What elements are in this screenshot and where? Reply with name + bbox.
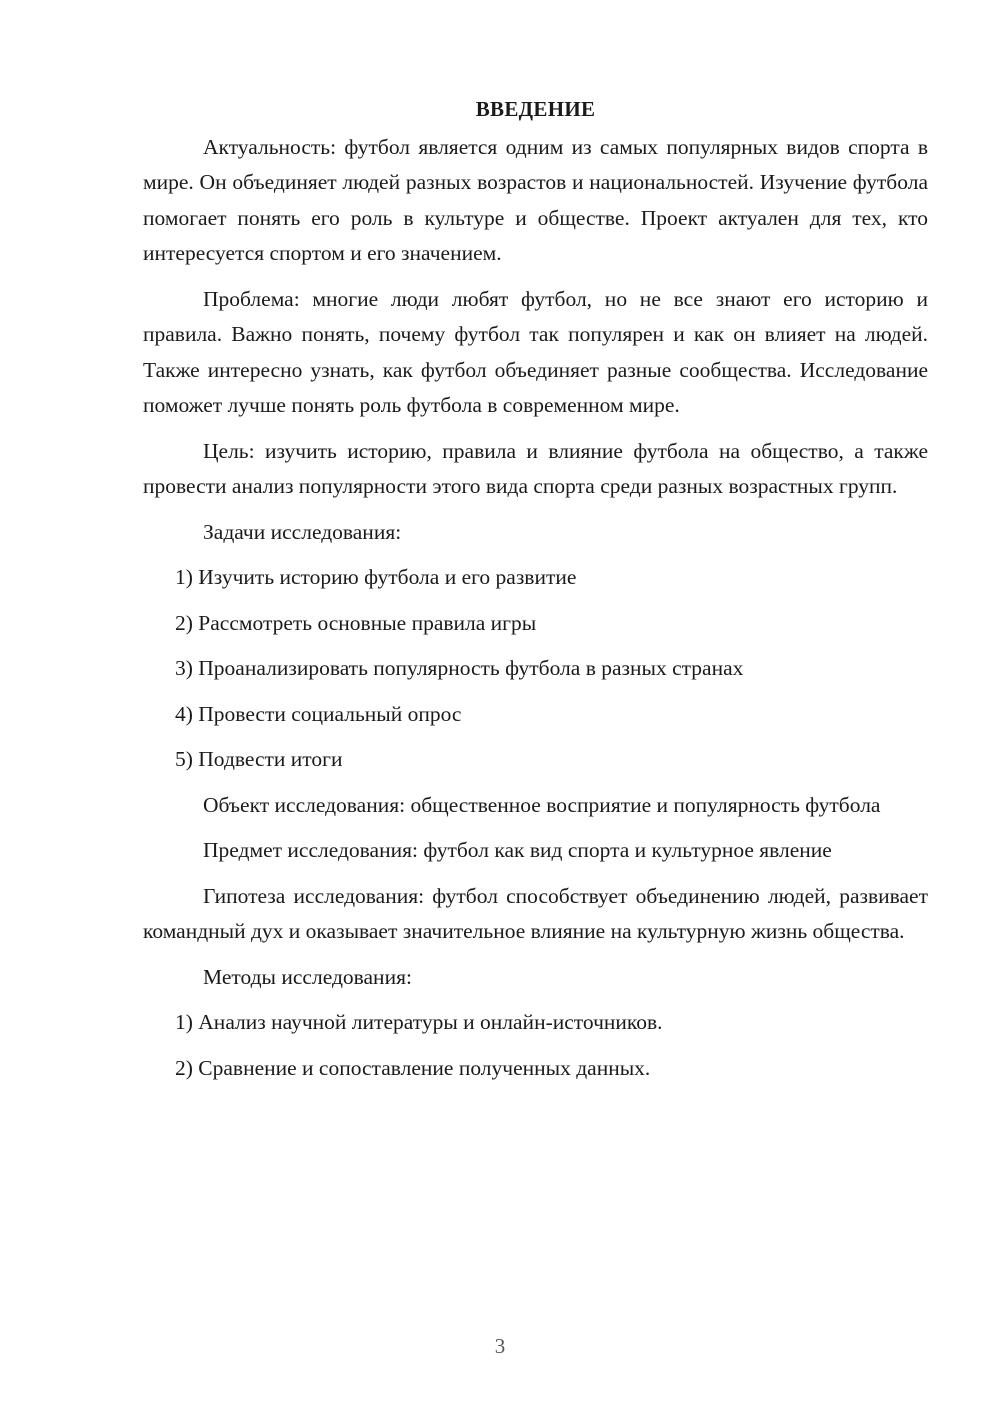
relevance-paragraph: Актуальность: футбол является одним из самых популярных видов спорта в мире. Он объединяет людей разных возрастов и национальностей. Изучение футбола помогает понять его роль в культуре и обществе. Проект актуален для тех, кто интересуется спортом и его значением. xyxy=(143,134,928,265)
page-number: 3 xyxy=(494,1334,506,1358)
methods-list xyxy=(143,1005,928,1086)
document-page xyxy=(143,92,928,1096)
list-item: 3) Проанализировать популярность футбола в разных странах xyxy=(175,656,744,680)
tasks-label: Задачи исследования: xyxy=(203,519,402,544)
goal-paragraph: Цель: изучить историю, правила и влияние футбола на общество, а также провести анализ популярности этого вида спорта среди разных возрастных групп. xyxy=(143,438,928,498)
subject-paragraph: Предмет исследования: футбол как вид спорта и культурное явление xyxy=(203,838,832,862)
list-item: 4) Провести социальный опрос xyxy=(175,701,462,726)
tasks-list xyxy=(143,560,928,778)
list-item: 1) Анализ научной литературы и онлайн-источников. xyxy=(175,1010,663,1034)
problem-paragraph: Проблема: многие люди любят футбол, но не все знают его историю и правила. Важно понять, почему футбол так популярен и как он влияет на людей. Также интересно узнать, как футбол объединяет разные сообщества. Исследование поможет лучше понять роль футбола в современном мире. xyxy=(143,286,928,417)
hypothesis-paragraph: Гипотеза исследования: футбол способствует объединению людей, развивает командный дух и оказывает значительное влияние на культурную жизнь общества. xyxy=(143,883,928,943)
list-item: 2) Рассмотреть основные правила игры xyxy=(175,610,537,635)
object-paragraph: Объект исследования: общественное восприятие и популярность футбола xyxy=(203,792,881,817)
list-item: 2) Сравнение и сопоставление полученных данных. xyxy=(175,1055,651,1080)
page-title: ВВЕДЕНИЕ xyxy=(475,97,596,121)
methods-label: Методы исследования: xyxy=(203,964,412,989)
list-item: 5) Подвести итоги xyxy=(175,747,343,771)
list-item: 1) Изучить историю футбола и его развитие xyxy=(175,565,577,589)
